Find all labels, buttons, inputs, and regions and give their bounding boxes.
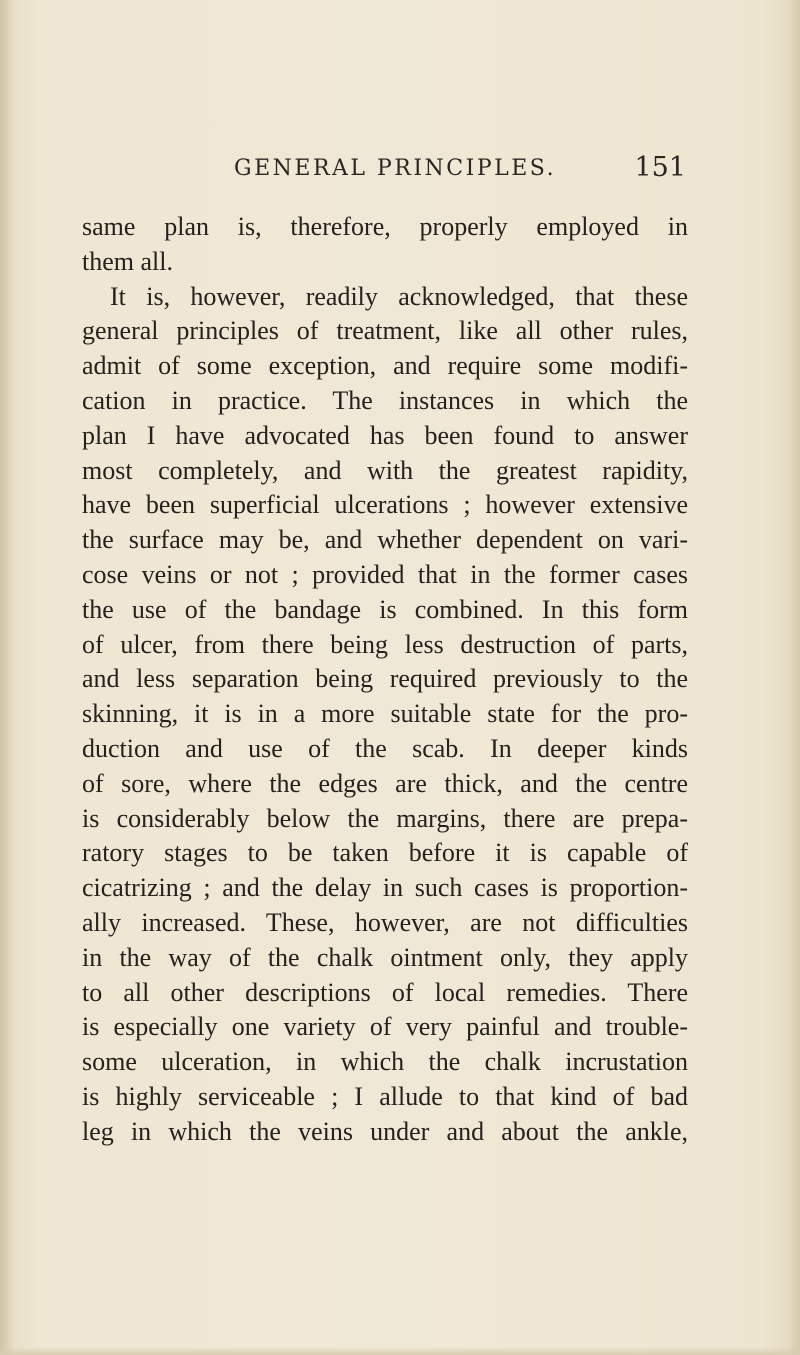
page-bottom-edge xyxy=(0,1347,800,1355)
text-line: most completely, and with the greatest rapidity, xyxy=(82,455,688,485)
page-header xyxy=(82,150,686,190)
text-line: duction and use of the scab. In deeper kinds xyxy=(82,733,688,763)
binding-shadow xyxy=(0,0,14,1355)
text-line: is highly serviceable ; I allude to that kind of bad xyxy=(82,1081,688,1111)
text-line: them all. xyxy=(82,246,173,276)
text-line: to all other descriptions of local remedies. There xyxy=(82,977,688,1007)
text-line: general principles of treatment, like all other rules, xyxy=(82,316,688,346)
page-number: 151 xyxy=(634,152,686,183)
text-line: leg in which the veins under and about the ankle, xyxy=(82,1116,688,1146)
text-line: admit of some exception, and require some modifi- xyxy=(82,351,688,381)
text-line: cation in practice. The instances in which the xyxy=(82,385,688,415)
text-line: some ulceration, in which the chalk incrustation xyxy=(82,1047,688,1077)
text-line: skinning, it is in a more suitable state for the pro- xyxy=(82,699,688,729)
text-line: ratory stages to be taken before it is capable of xyxy=(82,838,688,868)
text-line: same plan is, therefore, properly employed in xyxy=(82,212,688,241)
text-line: is especially one variety of very painful and trouble- xyxy=(82,1012,688,1042)
text-line: plan I have advocated has been found to answer xyxy=(82,420,688,450)
body-text xyxy=(82,210,688,1150)
text-line: of ulcer, from there being less destruction of parts, xyxy=(82,629,688,659)
text-line: is considerably below the margins, there are prepa- xyxy=(82,803,688,833)
text-line: ally increased. These, however, are not difficulties xyxy=(82,907,688,937)
text-line: the use of the bandage is combined. In this form xyxy=(82,594,688,624)
running-title: GENERAL PRINCIPLES. xyxy=(234,156,557,181)
text-line: in the way of the chalk ointment only, they apply xyxy=(82,942,688,972)
text-line: It is, however, readily acknowledged, that these xyxy=(110,281,688,311)
text-line: have been superficial ulcerations ; however extensive xyxy=(82,490,688,520)
text-line: of sore, where the edges are thick, and the centre xyxy=(82,768,688,798)
text-line: cicatrizing ; and the delay in such cases is proportion- xyxy=(82,873,688,903)
text-line: the surface may be, and whether dependent on vari- xyxy=(82,525,688,555)
text-line: and less separation being required previously to the xyxy=(82,664,688,694)
page-edge xyxy=(788,0,800,1355)
text-line: cose veins or not ; provided that in the former cases xyxy=(82,559,688,589)
